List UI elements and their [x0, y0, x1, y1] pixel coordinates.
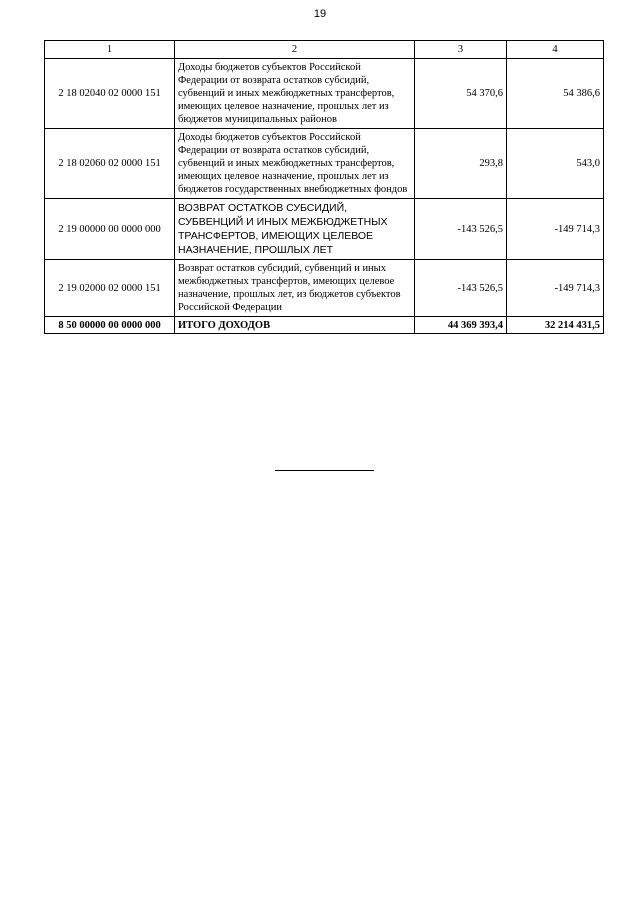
row-value-col4: 54 386,6	[507, 59, 604, 129]
table-row	[45, 260, 604, 317]
header-col-4: 4	[507, 41, 604, 59]
page-number: 19	[313, 8, 327, 20]
header-col-2: 2	[175, 41, 415, 59]
row-value-col4: -149 714,3	[507, 260, 604, 317]
row-value-col3: 293,8	[415, 129, 507, 199]
row-value-col3: -143 526,5	[415, 260, 507, 317]
table-row	[45, 59, 604, 129]
row-name: Возврат остатков субсидий, субвенций и иных межбюджетных трансфертов, имеющих целевое назначение, прошлых лет, из бюджетов субъектов Российской Федерации	[175, 260, 415, 317]
row-value-col3: -143 526,5	[415, 199, 507, 260]
row-code: 2 18 02060 02 0000 151	[45, 129, 175, 199]
row-code: 2 19 00000 00 0000 000	[45, 199, 175, 260]
header-col-3: 3	[415, 41, 507, 59]
budget-income-table	[44, 40, 604, 334]
row-name: ВОЗВРАТ ОСТАТКОВ СУБСИДИЙ, СУБВЕНЦИЙ И ИНЫХ МЕЖБЮДЖЕТНЫХ ТРАНСФЕРТОВ, ИМЕЮЩИХ ЦЕЛЕВОЕ НАЗНАЧЕНИЕ, ПРОШЛЫХ ЛЕТ	[175, 199, 415, 260]
row-value-col4: 543,0	[507, 129, 604, 199]
total-value-col4: 32 214 431,5	[507, 317, 604, 334]
total-row	[45, 317, 604, 334]
end-separator-line	[275, 470, 374, 471]
header-col-1: 1	[45, 41, 175, 59]
row-code: 2 19 02000 02 0000 151	[45, 260, 175, 317]
table-header-row	[45, 41, 604, 59]
total-value-col3: 44 369 393,4	[415, 317, 507, 334]
table-row	[45, 199, 604, 260]
row-name: Доходы бюджетов субъектов Российской Федерации от возврата остатков субсидий, субвенций и иных межбюджетных трансфертов, имеющих целевое назначение, прошлых лет из бюджетов муниципальных районов	[175, 59, 415, 129]
total-label: ИТОГО ДОХОДОВ	[175, 317, 415, 334]
row-code: 2 18 02040 02 0000 151	[45, 59, 175, 129]
row-value-col3: 54 370,6	[415, 59, 507, 129]
row-name: Доходы бюджетов субъектов Российской Федерации от возврата остатков субсидий, субвенций и иных межбюджетных трансфертов, имеющих целевое назначение, прошлых лет из бюджетов государственных внебюджетных фондов	[175, 129, 415, 199]
table-row	[45, 129, 604, 199]
row-value-col4: -149 714,3	[507, 199, 604, 260]
total-code: 8 50 00000 00 0000 000	[45, 317, 175, 334]
